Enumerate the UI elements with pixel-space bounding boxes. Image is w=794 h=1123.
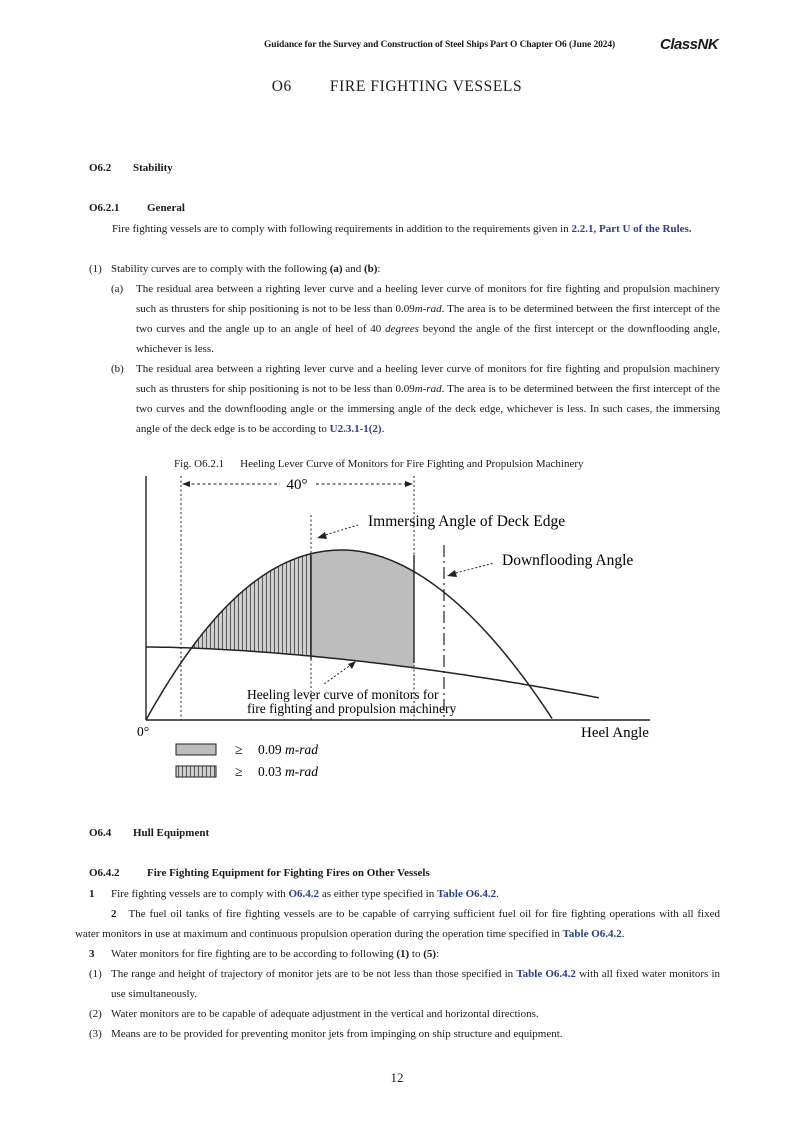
a-text-1: The residual area between a righting lever curve and a heeling lever curve of monitors for fire fighting and propulsion machinery such as thrusters for ship positioning is not to be less than 0.09: [136, 283, 720, 315]
arrow-left-head: [182, 481, 190, 487]
heeling-label-line-1: Heeling lever curve of monitors for: [247, 687, 439, 702]
legend-hatched-swatch: [176, 766, 216, 777]
ref-b: (b): [363, 263, 378, 275]
sub-item-a-label: (a): [111, 283, 124, 295]
origin-label: 0°: [137, 724, 150, 739]
chapter-title: [0, 78, 794, 96]
legend-ge-symbol: ≥: [235, 743, 243, 758]
link-2-2-1-part-u[interactable]: 2.2.1, Part U of the Rules.: [571, 223, 692, 235]
paragraph-3: [111, 944, 720, 964]
section-heading-o6-4: [89, 827, 209, 839]
b-end: .: [381, 423, 385, 435]
p2-text: The fuel oil tanks of fire fighting vessels are to be capable of carrying sufficient fuel oil for fire fighting operations with all fixed water monitors in use at maximum and continuous propulsion operation during the operation time specified in: [75, 908, 720, 940]
section-title: Stability: [133, 162, 173, 174]
section-number: O6.4: [89, 827, 112, 839]
link-o6-4-2[interactable]: O6.4.2: [288, 888, 320, 900]
colon: :: [377, 263, 381, 275]
figure-caption-text: Heeling Lever Curve of Monitors for Fire Fighting and Propulsion Machinery: [240, 458, 584, 470]
page-number: 12: [390, 1070, 404, 1085]
p3-text-a: Water monitors for fire fighting are to be according to following: [111, 948, 394, 960]
link-table-o6-4-2[interactable]: Table O6.4.2: [436, 888, 497, 900]
i1-text-a: The range and height of trajectory of monitor jets are to be not less than those specified in: [111, 968, 514, 980]
list-item-1-text: [111, 259, 720, 279]
a-text-2: . The area is to be determined between the first intercept of the two curves and the angle up to an angle of heel of 40: [136, 303, 720, 335]
heeling-label-line-2: fire fighting and propulsion machinery: [247, 701, 457, 716]
i1-text-b: with all fixed water monitors in use simultaneously.: [111, 968, 721, 1000]
sub-item-b-text: [136, 359, 720, 439]
legend-ge-symbol-2: ≥: [235, 765, 243, 780]
b-text-1: The residual area between a righting lever curve and a heeling lever curve of monitors for fire fighting and propulsion machinery such as thrusters for ship positioning is not to be less than 0.09: [136, 363, 720, 395]
legend-solid-swatch: [176, 744, 216, 755]
intro-text: Fire fighting vessels are to comply with following requirements in addition to the requirements given in: [112, 223, 569, 235]
a-unit: m-rad: [414, 303, 442, 315]
item-3-label: (3): [89, 1028, 102, 1040]
p3-ref-5: (5): [423, 948, 437, 960]
link-u2-3-1[interactable]: U2.3.1-1(2): [329, 423, 382, 435]
and-text: and: [345, 263, 362, 275]
figure-number: Fig. O6.2.1: [174, 458, 225, 470]
item-1-text: [111, 964, 720, 1004]
section-heading-o6-2-1: [89, 202, 185, 214]
legend-solid-unit: m-rad: [285, 742, 318, 757]
p1-text-b: as either type specified in: [321, 888, 435, 900]
paragraph-3-number: 3: [89, 948, 95, 960]
section-title: Fire Fighting Equipment for Fighting Fires on Other Vessels: [147, 867, 430, 879]
hatched-area: [192, 554, 312, 656]
section-number: O6.2: [89, 162, 112, 174]
chapter-number: O6: [271, 78, 292, 95]
item-label: (1): [89, 263, 102, 275]
heel-angle-label: Heel Angle: [581, 725, 649, 741]
list-item-1: [89, 259, 102, 279]
b-unit: m-rad: [414, 383, 442, 395]
p1-text-a: Fire fighting vessels are to comply with: [111, 888, 286, 900]
sub-item-b-label: (b): [111, 363, 124, 375]
p2-end: .: [621, 928, 625, 940]
a-text-3: beyond the angle of the first intercept or the downflooding angle, whichever is less.: [136, 323, 720, 355]
item-3-text: Means are to be provided for preventing monitor jets from impinging on ship structure and equipment.: [111, 1028, 563, 1040]
forty-degree-label: 40°: [286, 477, 308, 493]
b-text-2: . The area is to be determined between the first intercept of the two curves and the downflooding angle or the immersing angle of the deck edge, whichever is less. In such cases, the immersing angle of the deck edge is to be according to: [136, 383, 720, 435]
section-number: O6.2.1: [89, 202, 120, 214]
ref-a: (a): [329, 263, 343, 275]
link-table-o6-4-2[interactable]: Table O6.4.2: [516, 968, 576, 980]
running-header: Guidance for the Survey and Construction of Steel Ships Part O Chapter O6 (June 2024): [264, 40, 616, 50]
solid-area: [311, 550, 414, 668]
section-title: General: [147, 202, 185, 214]
p2-number: 2: [111, 908, 117, 920]
legend-hatched-unit: m-rad: [285, 764, 318, 779]
link-table-o6-4-2[interactable]: Table O6.4.2: [562, 928, 622, 940]
item-2-text: Water monitors are to be capable of adequate adjustment in the vertical and horizontal directions.: [111, 1008, 539, 1020]
classnk-logo: ClassNK: [660, 36, 719, 53]
sub-item-a-text: [136, 279, 720, 359]
section-number: O6.4.2: [89, 867, 120, 879]
arrow-right-head: [405, 481, 413, 487]
immersing-angle-label: Immersing Angle of Deck Edge: [368, 513, 566, 530]
item-1-label: (1): [89, 968, 102, 980]
section-heading-o6-2: [89, 162, 173, 174]
section-heading-o6-4-2: [89, 867, 430, 879]
heeling-lever-figure: [130, 470, 670, 790]
legend-hatched-label: [258, 764, 318, 779]
p3-end: :: [436, 948, 440, 960]
chapter-title-text: FIRE FIGHTING VESSELS: [329, 78, 523, 95]
legend-solid-label: [258, 742, 318, 757]
a-degrees: degrees: [385, 323, 419, 335]
item-text: Stability curves are to comply with the following: [111, 263, 327, 275]
p3-ref-1: (1): [396, 948, 410, 960]
legend-hatched-value: 0.03: [258, 764, 282, 779]
figure-caption: [174, 458, 584, 470]
p1-end: .: [496, 888, 499, 900]
p3-to: to: [411, 948, 421, 960]
item-2-label: (2): [89, 1008, 102, 1020]
paragraph-1-number: 1: [89, 888, 95, 900]
downflooding-angle-label: Downflooding Angle: [502, 552, 634, 569]
paragraph-1: [111, 884, 720, 904]
legend-solid-value: 0.09: [258, 742, 282, 757]
paragraph-2: [75, 904, 720, 944]
section-title: Hull Equipment: [133, 827, 210, 839]
paragraph-intro: [75, 219, 720, 239]
